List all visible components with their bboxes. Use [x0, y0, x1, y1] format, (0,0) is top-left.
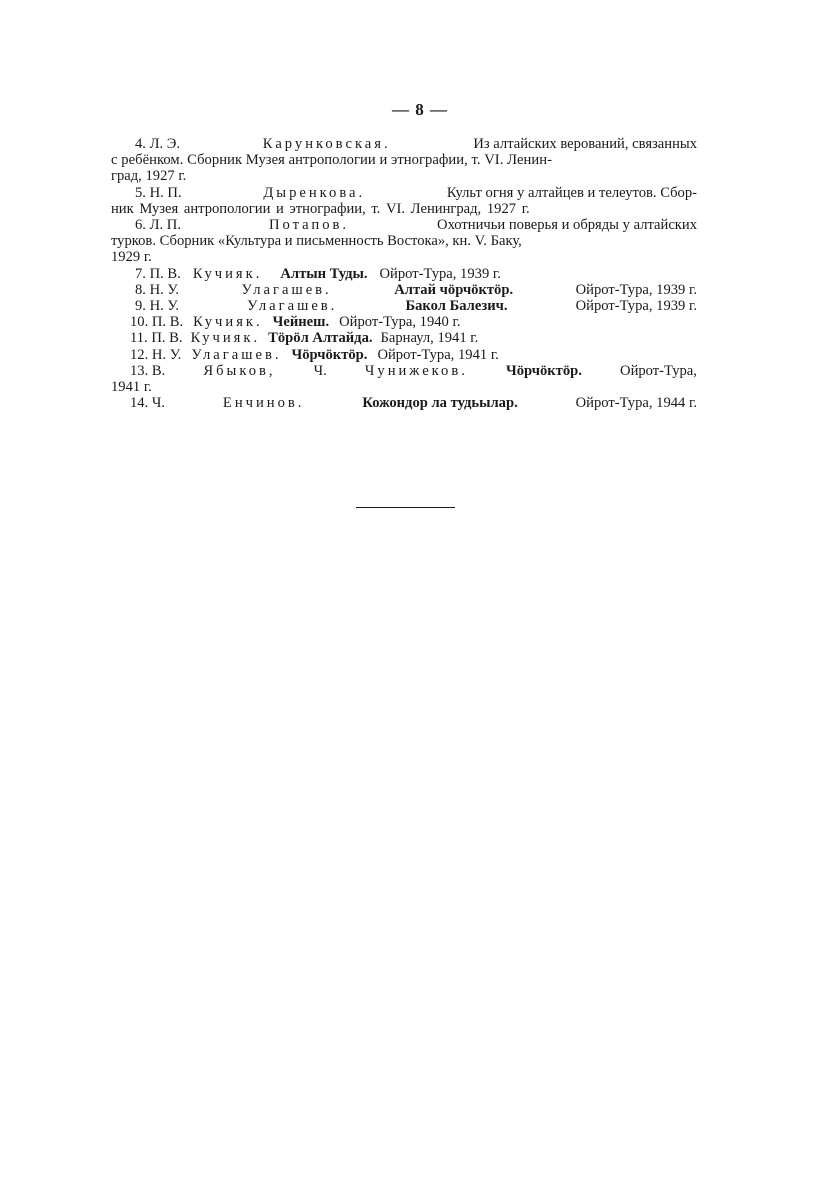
ref-6-line-3: 1929 г. — [111, 249, 152, 266]
reference-13 — [111, 363, 697, 395]
ref-11-title: Тӧрӧл Алтайда. — [268, 330, 373, 347]
ref-12-title: Чӧрчӧктӧр. — [291, 346, 368, 363]
ref-11-publication: Барнаул, 1941 г. — [380, 330, 479, 347]
ref-10-author: Кучияк. — [193, 314, 263, 331]
reference-9 — [111, 298, 697, 314]
ref-5-line-2: ник Музея антропологии и этнографии, т. VI. Ленинград, 1927 г. — [111, 200, 530, 217]
ref-8-number: 8. Н. У. — [135, 281, 180, 298]
reference-10 — [111, 314, 697, 330]
ref-6-line-2: турков. Сборник «Культура и письменность Востока», кн. V. Баку, — [111, 233, 522, 250]
reference-14 — [111, 395, 697, 411]
reference-4 — [111, 136, 697, 185]
ref-13-line-2: 1941 г. — [111, 379, 152, 396]
ref-9-number: 9. Н. У. — [135, 298, 180, 315]
ref-9-title: Бакол Балезич. — [405, 298, 508, 315]
ref-7-publication: Ойрот-Тура, 1939 г. — [379, 265, 501, 282]
ref-10-publication: Ойрот-Тура, 1940 г. — [339, 314, 461, 331]
ref-7-author: Кучияк. — [192, 265, 263, 282]
ref-8-publication: Ойрот-Тура, 1939 г. — [575, 281, 697, 298]
reference-7 — [111, 266, 697, 282]
ref-12-number: 12. Н. У. — [130, 346, 182, 363]
ref-9-author: Улагашев. — [247, 298, 338, 315]
ref-4-number: 4. Л. Э. — [135, 136, 181, 152]
reference-11 — [111, 330, 697, 346]
ref-6-author: Потапов. — [268, 217, 350, 234]
reference-list — [111, 136, 697, 411]
ref-13-publication: Ойрот-Тура, — [620, 362, 697, 379]
ref-8-title: Алтай чӧрчӧктӧр. — [394, 281, 514, 298]
ref-10-number: 10. П. В. — [130, 314, 184, 331]
ref-5-author: Дыренкова. — [263, 184, 366, 201]
ref-11-author: Кучияк. — [190, 330, 261, 347]
section-divider — [356, 507, 455, 508]
reference-8 — [111, 282, 697, 298]
ref-10-title: Чейнеш. — [272, 314, 330, 331]
ref-7-number: 7. П. В. — [135, 265, 181, 282]
reference-12 — [111, 347, 697, 363]
page-number: — 8 — — [392, 100, 448, 119]
ref-6-number: 6. Л. П. — [135, 217, 181, 234]
ref-9-publication: Ойрот-Тура, 1939 г. — [575, 298, 697, 315]
ref-13-author-1: Ябыков, — [203, 362, 276, 379]
ref-13-initials: Ч. — [313, 362, 327, 379]
ref-12-publication: Ойрот-Тура, 1941 г. — [377, 346, 499, 363]
ref-4-title: Из алтайских верований, связанных — [473, 136, 697, 152]
reference-6 — [111, 217, 697, 266]
ref-5-number: 5. Н. П. — [135, 184, 182, 201]
ref-13-title: Чӧрчӧктӧр. — [505, 362, 582, 379]
ref-6-title: Охотничьи поверья и обряды у алтайских — [437, 217, 697, 234]
ref-14-author: Енчинов. — [222, 395, 305, 412]
ref-12-author: Улагашев. — [191, 346, 282, 363]
ref-4-line-2: с ребёнком. Сборник Музея антропологии и этнографии, т. VI. Ленин- — [111, 152, 552, 169]
ref-7-title: Алтын Туды. — [280, 265, 368, 282]
ref-13-number: 13. В. — [130, 362, 166, 379]
ref-4-line-3: град, 1927 г. — [111, 168, 187, 185]
ref-14-title: Кожондор ла тудьылар. — [362, 395, 518, 412]
ref-11-number: 11. П. В. — [130, 330, 183, 347]
ref-13-author-2: Чунижеков. — [364, 362, 468, 379]
reference-5 — [111, 185, 697, 217]
ref-4-author: Карунковская. — [262, 136, 391, 152]
ref-5-title: Культ огня у алтайцев и телеутов. Сбор- — [446, 184, 697, 201]
ref-14-publication: Ойрот-Тура, 1944 г. — [575, 395, 697, 412]
ref-8-author: Улагашев. — [241, 281, 332, 298]
ref-14-number: 14. Ч. — [130, 395, 166, 412]
